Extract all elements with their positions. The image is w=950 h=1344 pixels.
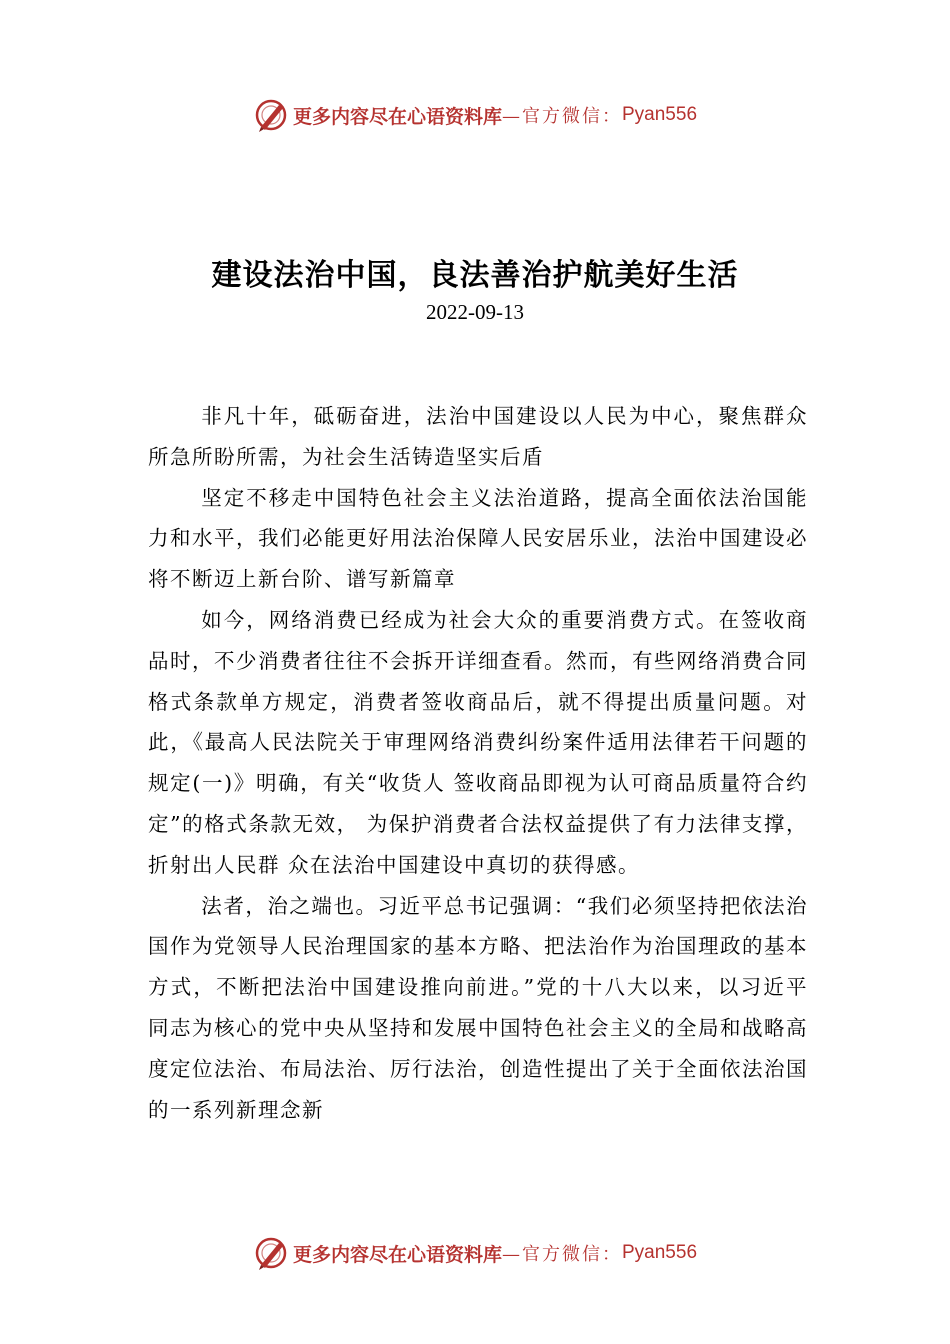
banner-contact-label: —官方微信： [502,106,622,127]
banner-slogan: 更多内容尽在心语资料库 [292,105,502,128]
article-paragraph: 非凡十年，砥砺奋进，法治中国建设以人民为中心，聚焦群众所急所盼所需，为社会生活铸造坚实后盾 [148,404,808,469]
article-title: 建设法治中国，良法善治护航美好生活 [211,258,739,293]
banner-slogan: 更多内容尽在心语资料库 [292,1243,502,1266]
article-paragraph: 如今，网络消费已经成为社会大众的重要消费方式。在签收商品时，不少消费者往往不会拆开详细查看。然而，有些网络消费合同格式条款单方规定，消费者签收商品后，就不得提出质量问题。对此，《最高人民法院关于审理网络消费纠纷案件适用法律若干问题的规定(一)》明确，有关“收货人 签收商品即视为认可商品质量符合约定”的格式条款无效， 为保护消费者合法权益提供了有力法律支撑，折射出人民群 众在法治中国建设中真切的获得感。 [148,607,808,877]
pen-logo-icon [253,1235,289,1271]
banner-wechat-id: Pyan556 [622,104,698,125]
banner-contact-label: —官方微信： [502,1244,622,1265]
header-banner [0,95,950,135]
footer-banner [0,1233,950,1273]
pen-logo-icon [253,97,289,133]
article-paragraph: 坚定不移走中国特色社会主义法治道路，提高全面依法治国能力和水平，我们必能更好用法治保障人民安居乐业，法治中国建设必将不断迈上新台阶、谱写新篇章 [148,485,808,592]
article-paragraph: 法者，治之端也。习近平总书记强调：“我们必须坚持把依法治国作为党领导人民治理国家的基本方略、把法治作为治国理政的基本方式，不断把法治中国建设推向前进。”党的十八大以来，以习近平同志为核心的党中央从坚持和发展中国特色社会主义的全局和战略高度定位法治、布局法治、厉行法治，创造性提出了关于全面依法治国的一系列新理念新 [148,893,808,1122]
article-date: 2022-09-13 [426,300,524,324]
banner-wechat-id: Pyan556 [622,1242,698,1263]
article-body [148,396,808,1130]
